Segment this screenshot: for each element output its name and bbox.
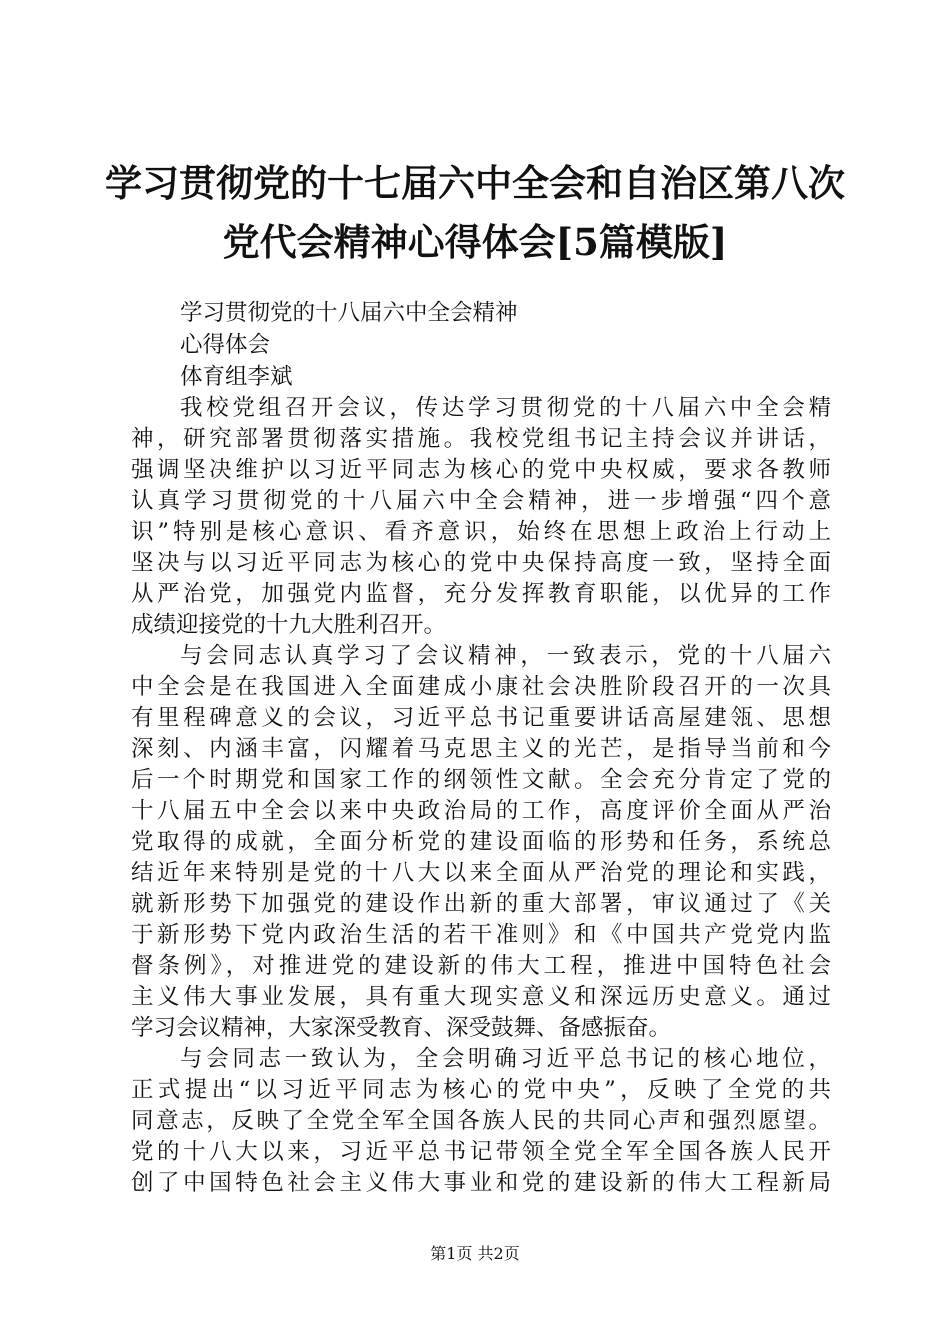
paragraph-3-line: 党的十八大以来，习近平总书记带领全党全军全国各族人民开 — [131, 1139, 831, 1165]
paragraph-1-line: 我校党组召开会议，传达学习贯彻党的十八届六中全会精 — [180, 395, 831, 421]
paragraph-1-line: 识”特别是核心意识、看齐意识，始终在思想上政治上行动上 — [131, 519, 831, 545]
paragraph-2-line: 主义伟大事业发展，具有重大现实意义和深远历史意义。通过 — [131, 984, 831, 1010]
paragraph-2-line: 就新形势下加强党的建设作出新的重大部署，审议通过了《关 — [131, 891, 831, 917]
paragraph-3-line: 与会同志一致认为，全会明确习近平总书记的核心地位， — [180, 1046, 831, 1072]
page-footer: 第1页 共2页 — [430, 1244, 520, 1263]
paragraph-3-line: 同意志，反映了全党全军全国各族人民的共同心声和强烈愿望。 — [131, 1108, 831, 1134]
paragraph-1-line: 神，研究部署贯彻落实措施。我校党组书记主持会议并讲话， — [131, 426, 831, 452]
paragraph-2-line: 有里程碑意义的会议，习近平总书记重要讲话高屋建瓴、思想 — [131, 705, 831, 731]
author-line: 体育组李斌 — [180, 364, 293, 390]
paragraph-2-line: 督条例》，对推进党的建设新的伟大工程，推进中国特色社会 — [131, 953, 831, 979]
document-title-line-1: 学习贯彻党的十七届六中全会和自治区第八次 — [105, 161, 845, 205]
paragraph-1-line: 从严治党，加强党内监督，充分发挥教育职能，以优异的工作 — [131, 581, 831, 607]
paragraph-2-line: 结近年来特别是党的十八大以来全面从严治党的理论和实践， — [131, 860, 831, 886]
paragraph-2-line: 学习会议精神，大家深受教育、深受鼓舞、备感振奋。 — [131, 1015, 672, 1041]
subtitle-line-2: 心得体会 — [180, 332, 271, 358]
paragraph-2-line: 于新形势下党内政治生活的若干准则》和《中国共产党党内监 — [131, 922, 831, 948]
paragraph-2-line: 后一个时期党和国家工作的纲领性文献。全会充分肯定了党的 — [131, 767, 831, 793]
paragraph-3-line: 正式提出“以习近平同志为核心的党中央”，反映了全党的共 — [131, 1077, 831, 1103]
document-title-line-2: 党代会精神心得体会[5篇模版] — [222, 220, 728, 264]
paragraph-2-line: 深刻、内涵丰富，闪耀着马克思主义的光芒，是指导当前和今 — [131, 736, 831, 762]
paragraph-2-line: 十八届五中全会以来中央政治局的工作，高度评价全面从严治 — [131, 798, 831, 824]
paragraph-1-line: 坚决与以习近平同志为核心的党中央保持高度一致，坚持全面 — [131, 550, 831, 576]
paragraph-2-line: 中全会是在我国进入全面建成小康社会决胜阶段召开的一次具 — [131, 674, 831, 700]
paragraph-1-line: 强调坚决维护以习近平同志为核心的党中央权威，要求各教师 — [131, 457, 831, 483]
paragraph-1-line: 成绩迎接党的十九大胜利召开。 — [131, 612, 447, 638]
paragraph-3-line: 创了中国特色社会主义伟大事业和党的建设新的伟大工程新局 — [131, 1170, 831, 1196]
subtitle-line-1: 学习贯彻党的十八届六中全会精神 — [180, 300, 518, 326]
paragraph-1-line: 认真学习贯彻党的十八届六中全会精神，进一步增强“四个意 — [131, 488, 831, 514]
paragraph-2-line: 与会同志认真学习了会议精神，一致表示，党的十八届六 — [180, 643, 831, 669]
paragraph-2-line: 党取得的成就，全面分析党的建设面临的形势和任务，系统总 — [131, 829, 831, 855]
